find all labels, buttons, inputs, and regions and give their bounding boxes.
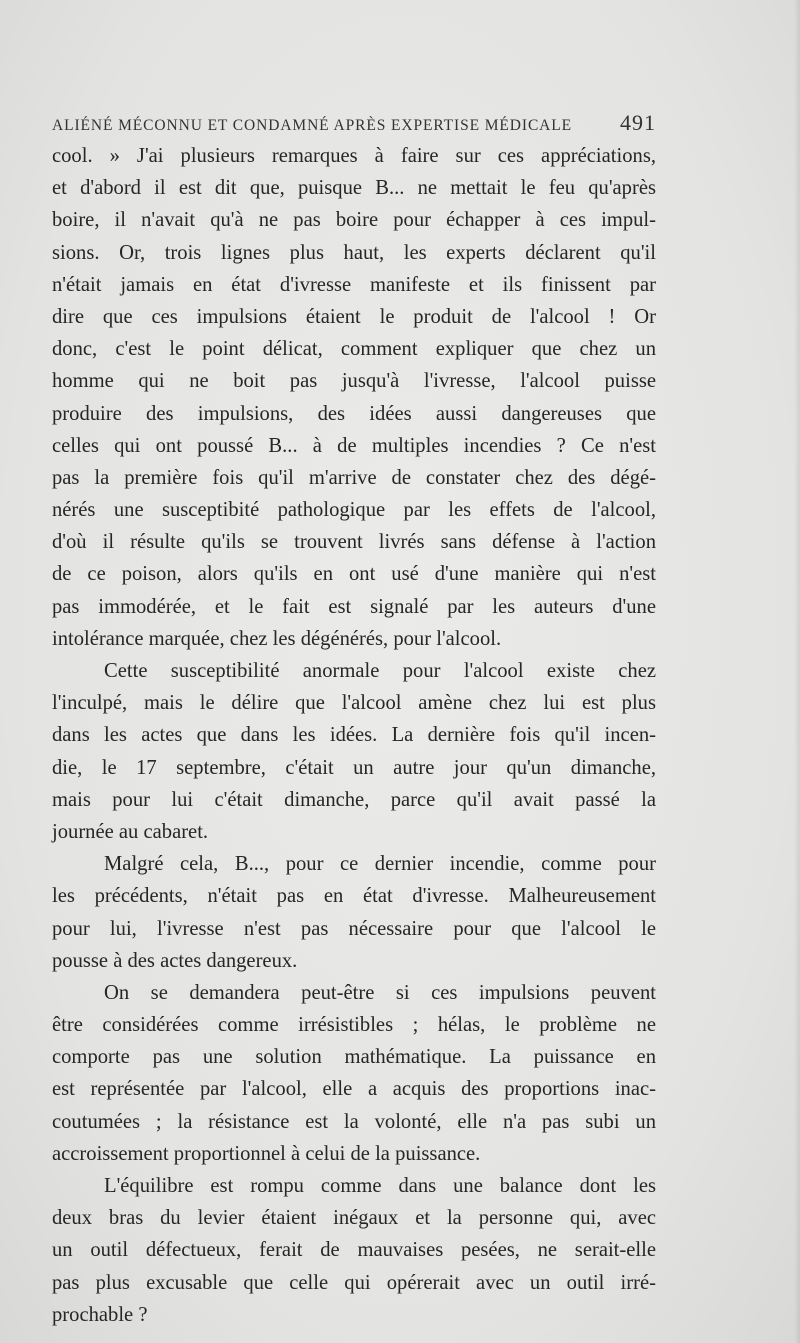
text-line: pousse à des actes dangereux.	[52, 949, 298, 972]
page-edge-shadow	[794, 0, 800, 1343]
text-line: On se demandera peut-être si ces impulsions peuvent	[104, 981, 656, 1004]
text-line: celles qui ont poussé B... à de multiples incendies ? Ce n'est	[52, 434, 656, 457]
text-line: intolérance marquée, chez les dégénérés, pour l'alcool.	[52, 627, 502, 650]
text-line: homme qui ne boit pas jusqu'à l'ivresse, l'alcool puisse	[52, 370, 656, 393]
text-line: die, le 17 septembre, c'était un autre jour qu'un dimanche,	[52, 756, 656, 779]
text-line: Malgré cela, B..., pour ce dernier incendie, comme pour	[104, 853, 656, 876]
text-line: dans les actes que dans les idées. La dernière fois qu'il incen-	[52, 724, 656, 747]
text-line: pas plus excusable que celle qui opérerait avec un outil irré-	[52, 1271, 656, 1294]
text-line: Cette susceptibilité anormale pour l'alcool existe chez	[104, 660, 656, 682]
text-line: les précédents, n'était pas en état d'ivresse. Malheureusement	[52, 885, 656, 908]
text-line: d'où il résulte qu'ils se trouvent livrés sans défense à l'action	[52, 531, 656, 554]
text-line: journée au cabaret.	[52, 820, 209, 843]
text-line: un outil défectueux, ferait de mauvaises pesées, ne serait-elle	[52, 1239, 656, 1262]
running-head	[52, 110, 656, 136]
text-line: produire des impulsions, des idées aussi dangereuses que	[52, 402, 656, 425]
text-line: dire que ces impulsions étaient le produit de l'alcool ! Or	[52, 305, 656, 328]
text-line: boire, il n'avait qu'à ne pas boire pour échapper à ces impul-	[52, 209, 656, 232]
running-head-title: ALIÉNÉ MÉCONNU ET CONDAMNÉ APRÈS EXPERTISE MÉDICALE	[52, 117, 573, 134]
text-line: cool. » J'ai plusieurs remarques à faire sur ces appréciations,	[52, 145, 656, 167]
text-line: pas immodérée, et le fait est signalé par les auteurs d'une	[52, 595, 656, 618]
text-line: être considérées comme irrésistibles ; hélas, le problème ne	[52, 1014, 656, 1037]
text-line: est représentée par l'alcool, elle a acquis des proportions inac-	[52, 1078, 656, 1101]
text-line: deux bras du levier étaient inégaux et la personne qui, avec	[52, 1207, 656, 1230]
text-line: sions. Or, trois lignes plus haut, les experts déclarent qu'il	[52, 241, 656, 264]
text-line: comporte pas une solution mathématique. La puissance en	[52, 1046, 656, 1069]
text-line: accroissement proportionnel à celui de la puissance.	[52, 1142, 481, 1165]
text-line: nérés une susceptibité pathologique par les effets de l'alcool,	[52, 499, 656, 522]
text-line: mais pour lui c'était dimanche, parce qu'il avait passé la	[52, 788, 656, 811]
text-line: de ce poison, alors qu'ils en ont usé d'une manière qui n'est	[52, 563, 656, 586]
text-line: coutumées ; la résistance est la volonté, elle n'a pas subi un	[52, 1110, 656, 1133]
text-line: pas la première fois qu'il m'arrive de constater chez des dégé-	[52, 466, 656, 489]
text-line: prochable ?	[52, 1303, 148, 1326]
page-number: 491	[620, 110, 656, 135]
text-line: et d'abord il est dit que, puisque B... ne mettait le feu qu'après	[52, 177, 656, 200]
text-line: L'équilibre est rompu comme dans une balance dont les	[104, 1175, 656, 1197]
text-line: n'était jamais en état d'ivresse manifeste et ils finissent par	[52, 273, 656, 296]
text-line: donc, c'est le point délicat, comment expliquer que chez un	[52, 338, 656, 361]
body-text	[52, 140, 656, 1331]
text-line: pour lui, l'ivresse n'est pas nécessaire pour que l'alcool le	[52, 917, 656, 940]
text-line: l'inculpé, mais le délire que l'alcool amène chez lui est plus	[52, 692, 656, 715]
